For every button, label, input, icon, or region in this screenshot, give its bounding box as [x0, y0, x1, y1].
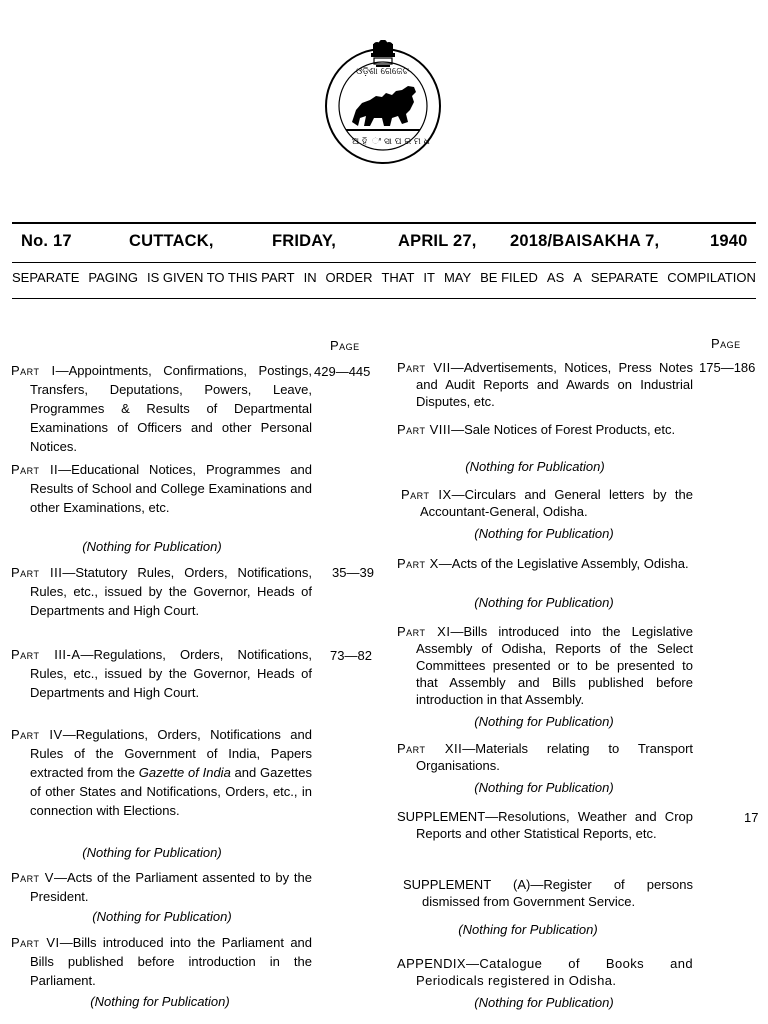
contents-part-iv: Part IV—Regulations, Orders, Notifications and Rules of the Government of India, Papers extracted from the Gazette of India and Gazettes of other States and Notifications, Orders, etc., in connection with Elections.	[11, 727, 313, 818]
contents-part-v: Part V—Acts of the Parliament assented to by the President.	[11, 870, 312, 904]
page-part-i: 429—445	[314, 364, 371, 379]
emblem-text-bottom: ଅ ହି ଂ ସା ପ ର ମ ଧ	[352, 137, 430, 147]
nothing-for-publication-supplement-a: (Nothing for Publication)	[458, 922, 598, 937]
issue-number: No. 17	[21, 232, 72, 250]
nothing-for-publication-part-xi: (Nothing for Publication)	[474, 714, 614, 729]
odisha-state-emblem-icon	[322, 40, 444, 166]
contents-part-i: Part I—Appointments, Confirmations, Postings, Transfers, Deputations, Powers, Leave, Programmes & Results of Departmental Examinations of Officers and other Personal Notices.	[11, 363, 313, 454]
nothing-for-publication-part-viii: (Nothing for Publication)	[465, 459, 605, 474]
page-part-vii: 175—186	[699, 360, 756, 375]
contents-part-vii: Part VII—Advertisements, Notices, Press Notes and Audit Reports and Awards on Industrial Disputes, etc.	[397, 360, 693, 409]
nothing-for-publication-part-xii: (Nothing for Publication)	[474, 780, 614, 795]
nothing-for-publication-part-ix: (Nothing for Publication)	[474, 526, 614, 541]
page-part-iii-a: 73—82	[330, 648, 372, 663]
page-part-iii: 35—39	[332, 565, 374, 580]
contents-part-ii: Part II—Educational Notices, Programmes and Results of School and College Examinations and other Examinations, etc.	[11, 462, 312, 515]
issue-year: 1940	[710, 232, 748, 250]
separate-paging-notice: SEPARATE PAGING IS GIVEN TO THIS PART IN ORDER THAT IT MAY BE FILED AS A SEPARATE COMPILATION	[12, 270, 756, 285]
header-top-rule	[12, 222, 756, 224]
issue-date-saka: 2018/BAISAKHA 7,	[510, 232, 660, 250]
contents-supplement: SUPPLEMENT—Resolutions, Weather and Crop Reports and other Statistical Reports, etc.	[397, 809, 693, 841]
page-column-heading-left: Page	[330, 338, 360, 353]
contents-part-iii-a: Part III-A—Regulations, Orders, Notifications, Rules, etc., issued by the Governor, Heads of Departments and High Court.	[11, 647, 312, 700]
contents-part-viii: Part VIII—Sale Notices of Forest Products, etc.	[397, 422, 676, 437]
contents-appendix: APPENDIX—Catalogue of Books and Periodicals registered in Odisha.	[397, 956, 693, 988]
nothing-for-publication-appendix: (Nothing for Publication)	[474, 995, 614, 1010]
contents-part-xi: Part XI—Bills introduced into the Legislative Assembly of Odisha, Reports of the Select Committees presented or to be presented to that Assembly and Bills published before introduction in that Assembly.	[397, 624, 693, 707]
contents-part-iii: Part III—Statutory Rules, Orders, Notifications, Rules, etc., issued by the Governor, Heads of Departments and High Court.	[11, 565, 312, 618]
contents-part-x: Part X—Acts of the Legislative Assembly, Odisha.	[397, 556, 689, 571]
contents-part-xii: Part XII—Materials relating to Transport Organisations.	[397, 741, 694, 773]
nothing-for-publication-part-iv: (Nothing for Publication)	[82, 845, 222, 860]
nothing-for-publication-part-vi: (Nothing for Publication)	[90, 994, 230, 1009]
page-supplement: 17	[744, 810, 759, 825]
contents-supplement-a: SUPPLEMENT (A)—Register of persons dismissed from Government Service.	[403, 877, 693, 909]
header-mid-rule	[12, 262, 756, 263]
issue-day: FRIDAY,	[272, 232, 337, 250]
nothing-for-publication-part-ii: (Nothing for Publication)	[82, 539, 222, 554]
emblem-text-top: ଓଡ଼ିଶା ଗେଜେଟ	[356, 67, 409, 77]
issue-city: CUTTACK,	[129, 232, 214, 250]
nothing-for-publication-part-v: (Nothing for Publication)	[92, 909, 232, 924]
header-bottom-rule	[12, 298, 756, 299]
contents-part-ix: Part IX—Circulars and General letters by the Accountant-General, Odisha.	[401, 487, 693, 519]
contents-part-vi: Part VI—Bills introduced into the Parliament and Bills published before introduction in the Parliament.	[11, 935, 313, 988]
issue-date: APRIL 27,	[398, 232, 477, 250]
nothing-for-publication-part-x: (Nothing for Publication)	[474, 595, 614, 610]
page-column-heading-right: Page	[711, 336, 741, 351]
